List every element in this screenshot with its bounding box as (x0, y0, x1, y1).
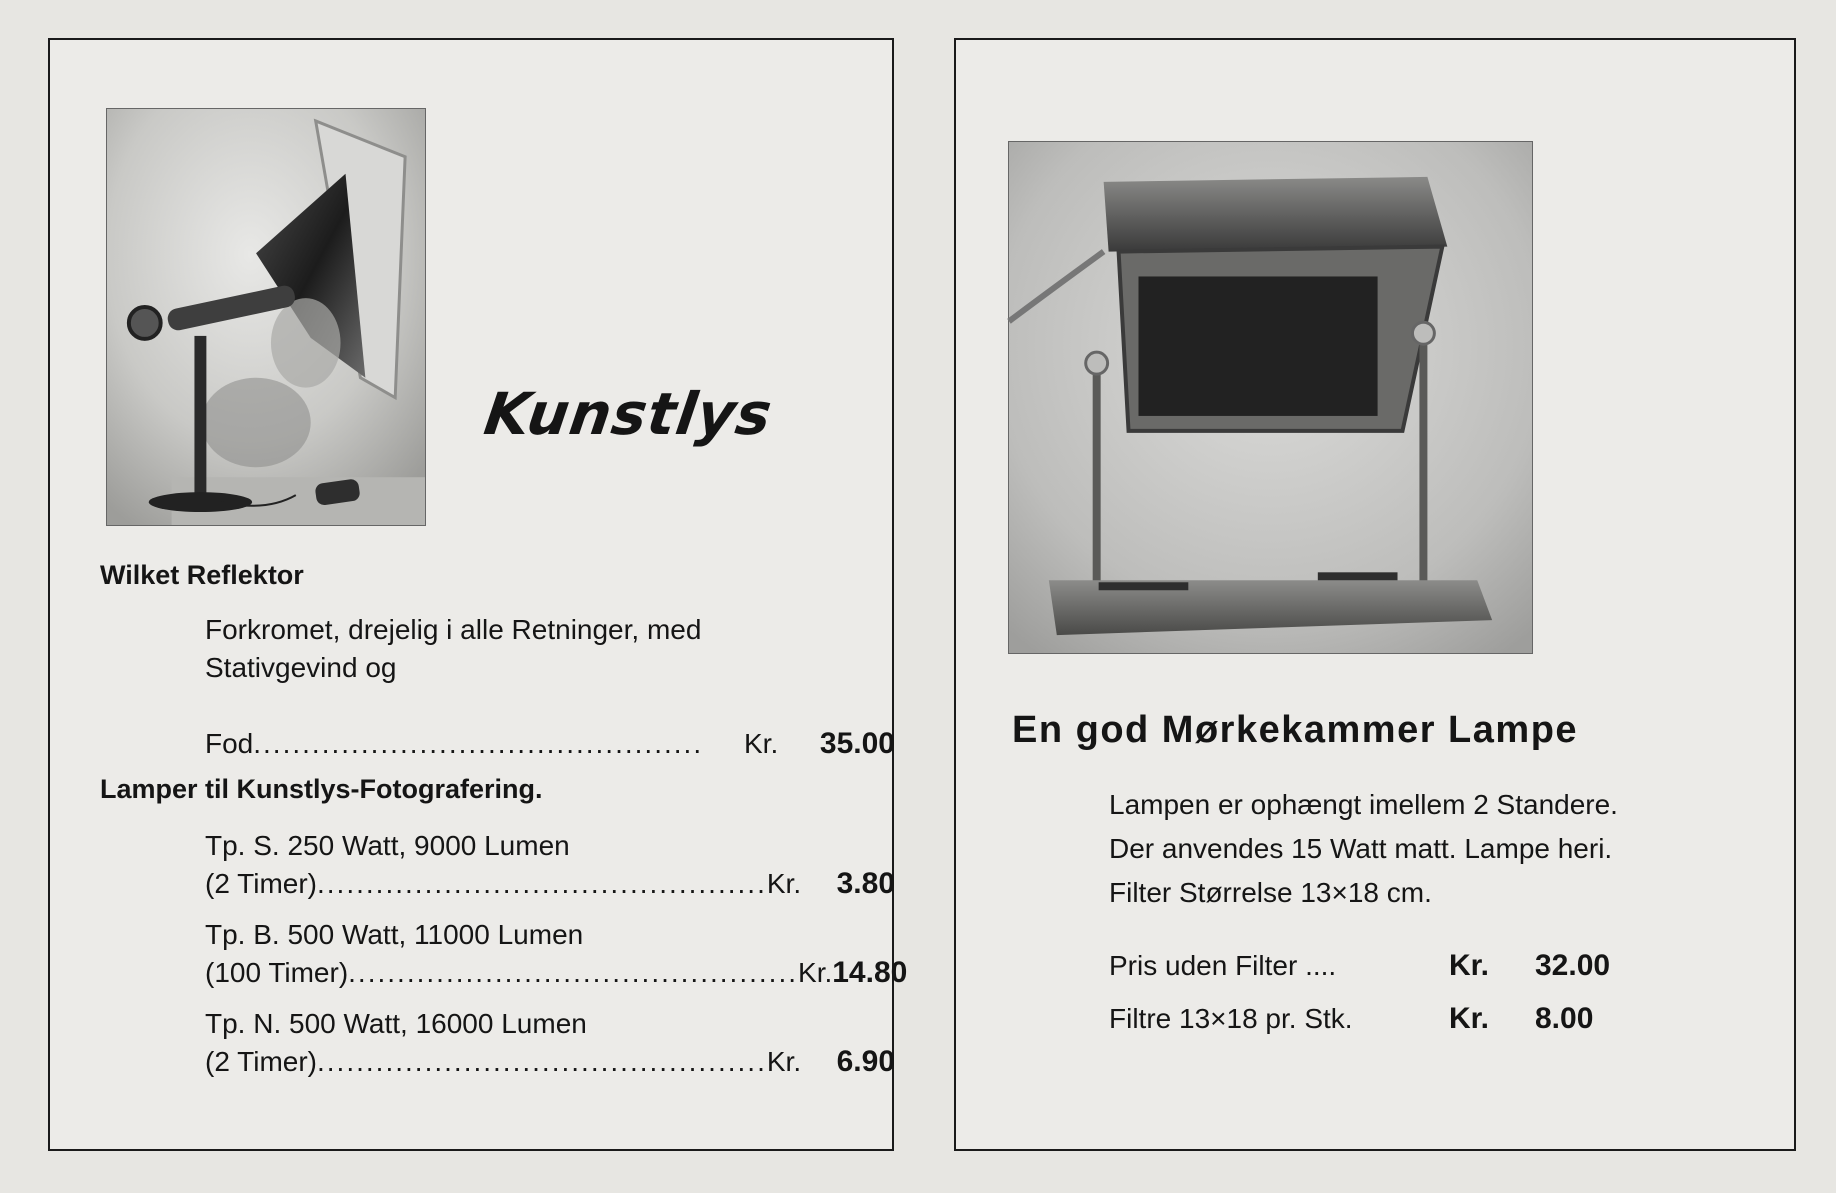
price-value: 6.90 (836, 1045, 895, 1078)
price-label: Pris uden Filter .... (1109, 950, 1337, 981)
currency-label: Kr. (766, 868, 802, 899)
lamps-title: Lamper til Kunstlys-Fotografering. (100, 774, 543, 804)
leader-dots: .............................................. (348, 957, 799, 988)
filter-price (1109, 1000, 1635, 1044)
description-line: Lampen er ophængt imellem 2 Standere. (1109, 789, 1618, 820)
currency-label: Kr. (1449, 949, 1490, 982)
reflector-price-item: Fod (205, 728, 254, 759)
darkroom-lamp-panel (954, 38, 1796, 1151)
price-value: 14.80 (832, 956, 908, 989)
currency-label: Kr. (798, 957, 833, 988)
leader-dots: .............................................. (253, 728, 704, 759)
lamp-duration: (100 Timer) (205, 957, 349, 988)
lamp-item (205, 827, 895, 903)
currency-label: Kr. (766, 1046, 802, 1077)
reflector-description: Forkromet, drejelig i alle Retninger, med Stativgevind og (205, 614, 702, 683)
currency-label: Kr. (1449, 1002, 1490, 1035)
reflector-title: Wilket Reflektor (100, 560, 304, 590)
description-line: Filter Størrelse 13×18 cm. (1109, 877, 1432, 908)
leader-dots: .............................................. (317, 1046, 767, 1077)
description-line: Der anvendes 15 Watt matt. Lampe heri. (1109, 833, 1613, 864)
lamp-item (205, 916, 908, 992)
lamp-name: Tp. B. 500 Watt, 11000 Lumen (205, 919, 584, 950)
price-value: 32.00 (1535, 949, 1611, 982)
lamp-item (205, 1005, 895, 1081)
price-value: 8.00 (1535, 1002, 1594, 1035)
price-without-filter (1109, 947, 1635, 991)
darkroom-lamp-photo (1008, 141, 1533, 654)
leader-dots: .............................................. (317, 868, 767, 899)
reflector-lamp-photo (106, 108, 426, 526)
darkroom-lamp-title: En god Mørkekammer Lampe (1012, 709, 1579, 751)
lamp-name: Tp. S. 250 Watt, 9000 Lumen (205, 830, 570, 861)
darkroom-lamp-description (1109, 786, 1618, 918)
lamp-duration: (2 Timer) (205, 868, 317, 899)
price-label: Filtre 13×18 pr. Stk. (1109, 1003, 1353, 1034)
lamp-name: Tp. N. 500 Watt, 16000 Lumen (205, 1008, 587, 1039)
reflector-price-line (205, 725, 895, 763)
currency-label: Kr. (744, 728, 779, 759)
kunstlys-heading: Kunstlys (480, 380, 777, 448)
lamp-duration: (2 Timer) (205, 1046, 317, 1077)
lamp-price-line (205, 954, 908, 992)
lamp-price-line (205, 1043, 895, 1081)
price-value: 35.00 (819, 727, 895, 760)
kunstlys-panel (48, 38, 908, 1151)
price-value: 3.80 (836, 867, 895, 900)
lamp-price-line (205, 865, 895, 903)
